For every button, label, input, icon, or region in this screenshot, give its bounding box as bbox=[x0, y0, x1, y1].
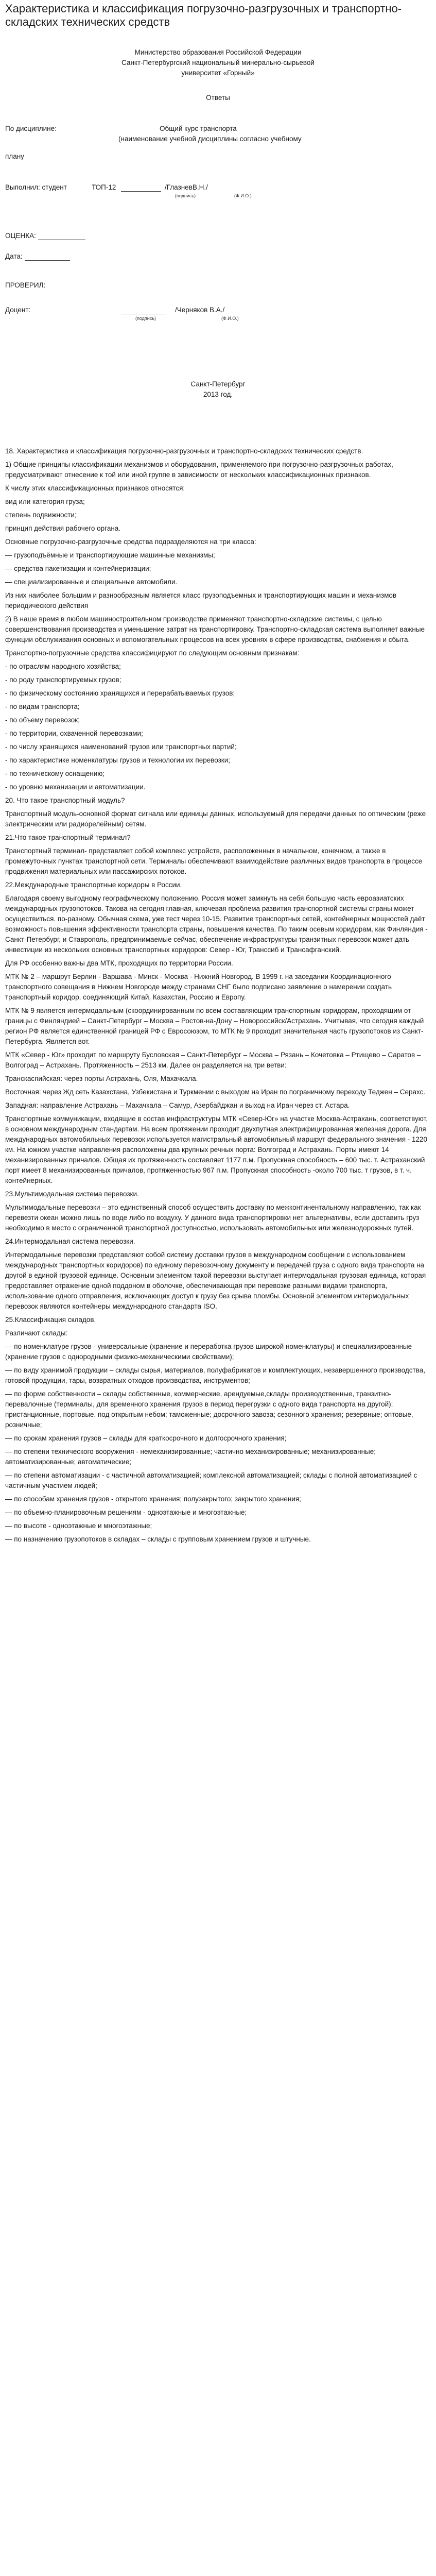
body-paragraph: — по номенклатуре грузов - универсальные (хранение и переработка грузов широкой номенклатуры) и специализированные (хранение грузов с однородными физико-механическими свойствами); bbox=[5, 1343, 412, 1361]
date-row bbox=[5, 251, 431, 262]
discipline-value: Общий курс транспорта bbox=[160, 125, 237, 132]
student-fio-hint: (Ф.И.О.) bbox=[234, 193, 252, 198]
body-paragraph: — специализированные и специальные автомобили. bbox=[5, 578, 178, 586]
discipline-label: По дисциплине: bbox=[5, 125, 57, 132]
body-paragraph: — по степени технического вооружения - немеханизированные; частично механизированные; механизированные; автоматизированные; автоматические; bbox=[5, 1448, 376, 1466]
body-paragraph: 18. Характеристика и классификация погрузочно-разгрузочных и транспортно-складских технических средств. bbox=[5, 447, 363, 455]
body-paragraph: 21.Что такое транспортный терминал? bbox=[5, 834, 131, 841]
discipline-hint-row bbox=[5, 134, 431, 144]
body-paragraph: 25.Классификация складов. bbox=[5, 1316, 96, 1324]
body-paragraph: — по объемно-планировочным решениям - одноэтажные и многоэтажные; bbox=[5, 1509, 247, 1516]
body-paragraph: 1) Общие принципы классификации механизмов и оборудования, применяемого при погрузочно-разгрузочных работах, предусматривают отнесение к той или иной группе в зависимости от нескольких классификационных признаков. bbox=[5, 461, 393, 479]
discipline-hint: (наименование учебной дисциплины согласно учебному bbox=[118, 135, 302, 143]
body-paragraph: 2) В наше время в любом машиностроительном производстве применяют транспортно-складские системы, с целью совершенствования производства и уменьшение затрат на транспортировку. Транспортно-складская система выполняет важные функции обслуживания основных и вспомогательных процессов на всех уровнях в сфере производства, снабжения и сбыта. bbox=[5, 615, 425, 643]
body-paragraph: принцип действия рабочего органа. bbox=[5, 524, 121, 532]
body-paragraph: Основные погрузочно-разгрузочные средства подразделяются на три класса: bbox=[5, 538, 256, 546]
city: Санкт-Петербург bbox=[190, 380, 246, 388]
body-paragraph: — по виду хранимой продукции – склады сырья, материалов, полуфабрикатов и комплектующих, незавершенного производства, готовой продукции, тары, возвратных отходов производства, инструментов; bbox=[5, 1366, 425, 1384]
grade-row bbox=[5, 231, 431, 241]
discipline-row bbox=[5, 124, 431, 134]
body-paragraph: 20. Что такое транспортный модуль? bbox=[5, 796, 125, 804]
body-paragraph: К числу этих классификационных признаков относятся: bbox=[5, 484, 185, 492]
body-paragraph: 22.Международные транспортные коридоры в России. bbox=[5, 881, 182, 889]
plan-label: плану bbox=[5, 152, 24, 160]
body-paragraph: - по отраслям народного хозяйства; bbox=[5, 663, 121, 670]
body-paragraph: Транспортные коммуникации, входящие в состав инфраструктуры МТК «Север-Юг» на участке Москва-Астрахань, соответствуют, в основном международным стандартам. На всем протяжении проходит двухпутная электрифицированная железная дорога. Для международных автомобильных перевозок используется магистральный автомобильный маршрут федерального значения - 1220 км. На южном участке направления расположены два крупных речных порта: Волгоград и Астрахань. Порты имеют 14 механизированных причалов. Общая их протяженность составляет 1177 п.м. Пропускная способность – 600 тыс. т. Астраханский порт имеет 8 механизированных причалов, протяженностью 967 п.м. Пропускная способность -около 700 тыс. т грузов, в т. ч. контейнерных. bbox=[5, 1115, 428, 1184]
docent-sign-line bbox=[121, 305, 166, 314]
body-paragraph: Восточная: через Жд сеть Казахстана, Узбекистана и Туркмении с выходом на Иран по пограничному переходу Теджен – Серахс. bbox=[5, 1088, 426, 1096]
body-paragraph: Транспортно-погрузочные средства классифицируют по следующим основным признакам: bbox=[5, 649, 300, 657]
body-paragraph: МТК «Север - Юг» проходит по маршруту Бусловская – Санкт-Петербург – Москва – Рязань – Кочетовка – Ртищево – Саратов – Волгоград – Астрахань. Протяженность – 2513 км. Далее он разделяется на три ветви: bbox=[5, 1051, 421, 1069]
body-paragraph: Транспортный терминал- представляет собой комплекс устройств, расположенных в начальном, конечном, а также в промежуточных пунктах транспортной сети. Терминалы обеспечивают взаимодействие различных видов транспорта в процессе продвижения материальных или пассажирских потоков. bbox=[5, 847, 423, 875]
body-paragraph: - по техническому оснащению; bbox=[5, 770, 105, 777]
body-paragraph: — по срокам хранения грузов – склады для краткосрочного и долгосрочного хранения; bbox=[5, 1434, 287, 1442]
ministry-line: Министерство образования Российской Федерации bbox=[134, 48, 302, 56]
grade-label: ОЦЕНКА: bbox=[5, 232, 36, 240]
body-paragraph: - по числу хранящихся наименований грузов или транспортных партий; bbox=[5, 743, 237, 751]
body-paragraph: — по высоте - одноэтажные и многоэтажные; bbox=[5, 1522, 152, 1530]
body-paragraph: - по характеристике номенклатуры грузов и технологии их перевозки; bbox=[5, 756, 231, 764]
checked-label: ПРОВЕРИЛ: bbox=[5, 281, 46, 289]
student-hints-row bbox=[5, 193, 431, 200]
body-paragraph: 24.Интермодальная система перевозки. bbox=[5, 1238, 135, 1245]
docent-fio-hint: (Ф.И.О.) bbox=[221, 316, 239, 321]
body-paragraph: - по территории, охваченной перевозками; bbox=[5, 730, 143, 737]
body-paragraph: — по форме собственности – склады собственные, коммерческие, арендуемые,склады производственные, транзитно-перевалочные (терминалы, для временного хранения грузов в период перегрузки с одного вида транспорта на другой); пристанционные, портовые, под открытым небом; таможенные; досрочного завоза; сезонного хранения; резервные; оптовые, розничные; bbox=[5, 1390, 413, 1429]
year: 2013 год. bbox=[203, 391, 233, 398]
body-paragraph: Благодаря своему выгодному географическому положению, Россия может замкнуть на себя большую часть евроазиатских международных грузопотоков. Такова на сегодня главная, ключевая проблема развития транспортной системы страны может осуществиться. по-разному. Обычная схема, уже тест через 10-15. Развитие транспортных сетей, контейнерных мощностей даёт возможность повышения эффективности транспорта страны, повышения качества. По таким осевым коридорам, как Финляндия - Санкт-Петербург, и Ставрополь, предпринимаемые сейчас, обеспечение инфраструктуры транзитных перевозок может дать инвестиции из нескольких основных транспортных коридоров: Север - Юг, Транссиб и Трансафганский. bbox=[5, 894, 428, 954]
body-paragraph: — грузоподъёмные и транспортирующие машинные механизмы; bbox=[5, 551, 215, 559]
body-paragraph: Различают склады: bbox=[5, 1329, 68, 1337]
body-paragraph: МТК № 2 – маршрут Берлин - Варшава - Минск - Москва - Нижний Новгород. В 1999 г. на заседании Координационного транспортного совещания в Нижнем Новгороде между странами СНГ было подписано заявление о намерении создать транспортный коридор, соединяющий Китай, Казахстан, Россию и Европу. bbox=[5, 973, 392, 1001]
body-paragraph: МТК № 9 является интермодальным (скоординированным по всем составляющим транспортным коридорам, проходящим от границы с Финляндией – Санкт-Петербург – Москва – Ростов-на-Дону – Новороссийск/Астрахань. Учитывая, что сегодня каждый регион РФ является единственной границей РФ с Евросоюзом, то МТК № 9 проходит значительная часть грузопотоков из Санкт-Петербурга. Является вот. bbox=[5, 1007, 424, 1045]
body-paragraph: Интермодальные перевозки представляют собой систему доставки грузов в международном сообщении с использованием международных транспортных коридоров) по единому перевозочному документу и передачей груза с одного вида транспорта на другой в единой грузовой единице. Основным элементом такой перевозки выступает интермодальная грузовая единица, которая предоставляет отражение одной поддоном в оболочке, обеспечивающая при перевозке разными видами транспорта, использование одного отправления, исключающих доступ к грузу без срыва пломбы. Основной элементом интермодальных перевозок являются контейнеры международного стандарта ISO. bbox=[5, 1251, 426, 1310]
checked-row bbox=[5, 280, 431, 291]
body-paragraph: - по уровню механизации и автоматизации. bbox=[5, 783, 146, 791]
student-sign-hint: (подпись) bbox=[175, 193, 196, 198]
body-paragraph: степень подвижности; bbox=[5, 511, 77, 519]
body-paragraph: Западная: направление Астрахань – Махачкала – Самур, Азербайджан и выход на Иран через ст. Астара. bbox=[5, 1101, 350, 1109]
body-paragraph: — средства пакетизации и контейнеризации; bbox=[5, 565, 151, 572]
date-label: Дата: bbox=[5, 252, 23, 260]
plan-row bbox=[5, 151, 431, 162]
university-line-1: Санкт-Петербургский национальный минерально-сырьевой bbox=[121, 59, 315, 66]
body-paragraph: - по роду транспортируемых грузов; bbox=[5, 676, 121, 684]
docent-name: /Черняков В.А./ bbox=[175, 306, 225, 314]
student-name: /ГлазневВ.Н./ bbox=[165, 183, 208, 191]
body-paragraph: — по назначению грузопотоков в складах – склады с групповым хранением грузов и штучные. bbox=[5, 1535, 311, 1543]
date-underline bbox=[25, 251, 70, 261]
student-group: ТОП-12 bbox=[92, 183, 116, 191]
docent-row bbox=[5, 305, 431, 315]
body-paragraph: Транскаспийская: через порты Астрахань, Оля, Махачкала. bbox=[5, 1075, 198, 1082]
university-line-2: университет «Горный» bbox=[181, 69, 255, 77]
grade-underline bbox=[38, 231, 85, 240]
docent-hints-row bbox=[5, 315, 431, 323]
document-body bbox=[5, 446, 431, 1545]
student-label: Выполнил: студент bbox=[5, 183, 67, 191]
answers-heading: Ответы bbox=[206, 94, 230, 101]
body-paragraph: — по способам хранения грузов - открытого хранения; полузакрытого; закрытого хранения; bbox=[5, 1495, 301, 1503]
docent-sign-hint: (подпись) bbox=[135, 316, 156, 321]
body-paragraph: 23.Мультимодальная система перевозки. bbox=[5, 1190, 139, 1198]
body-paragraph: - по объему перевозок; bbox=[5, 716, 80, 724]
docent-label: Доцент: bbox=[5, 306, 31, 314]
body-paragraph: Транспортный модуль-основной формат сигнала или единицы данных, используемый для передачи данных по оптическим (реже электрическим или радиорелейным) сетям. bbox=[5, 810, 426, 828]
body-paragraph: Мультимодальные перевозки – это единственный способ осуществить доставку по межконтинентальному направлению, так как перевезти океан можно лишь по воде либо по воздуху. У данного вида транспортировки нет альтернативы, если доставить груз необходимо в место с ограниченной транспортной доступностью, использовать автомобильных или железнодорожных путей. bbox=[5, 1204, 421, 1232]
student-row bbox=[5, 182, 431, 193]
body-paragraph: Из них наиболее большим и разнообразным является класс грузоподъемных и транспортирующих машин и механизмов периодического действия bbox=[5, 591, 397, 609]
body-paragraph: вид или категория груза; bbox=[5, 498, 85, 505]
body-paragraph: - по видам транспорта; bbox=[5, 703, 80, 710]
body-paragraph: - по физическому состоянию хранящихся и перерабатываемых грузов; bbox=[5, 689, 235, 697]
body-paragraph: Для РФ особенно важны два МТК, проходящих по территории России. bbox=[5, 959, 233, 967]
body-paragraph: — по степени автоматизации - с частичной автоматизацией; комплексной автоматизацией; склады с полной автоматизацией с частичным участием людей; bbox=[5, 1471, 417, 1489]
document-title: Характеристика и классификация погрузочно-разгрузочных и транспортно-складских технических средств bbox=[5, 2, 402, 28]
